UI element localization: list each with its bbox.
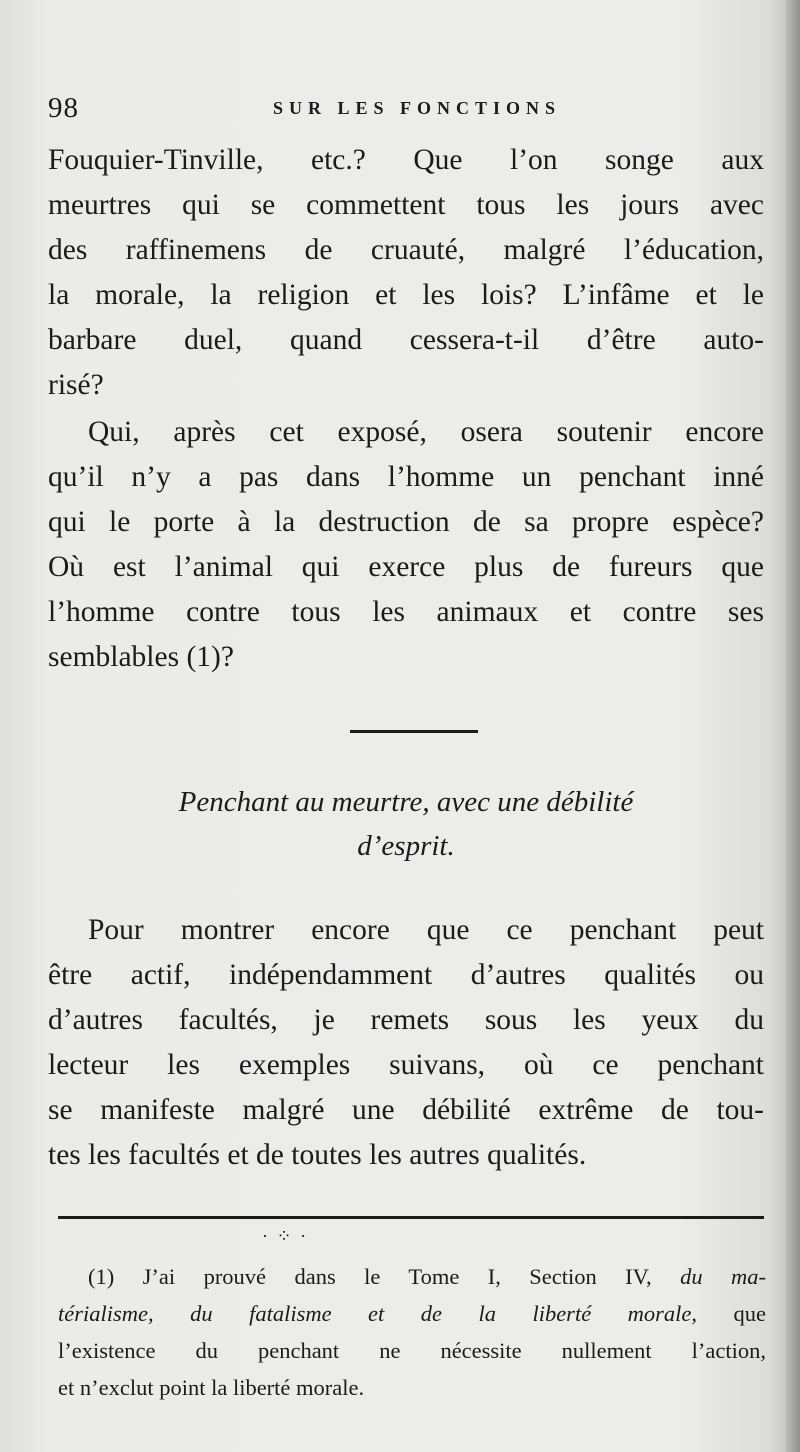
text-line: semblables (1)? [48,641,234,673]
page-header [48,92,763,128]
paragraph-2 [48,410,764,680]
text-line: lecteur les exemples suivans, où ce penchant [48,1049,764,1081]
text-line: d’autres facultés, je remets sous les yeux du [48,1004,764,1036]
running-head: SUR LES FONCTIONS [273,98,562,118]
section-title-line: d’esprit. [357,830,455,862]
text-line: se manifeste malgré une débilité extrême de tou- [48,1094,764,1126]
footnote-rule [58,1216,764,1219]
text-line: Fouquier-Tinville, etc.? Que l’on songe aux [48,144,764,176]
footnote-italic: térialisme, du fatalisme et de la liberté morale [58,1301,692,1326]
paragraph-1 [48,138,764,408]
text-line: la morale, la religion et les lois? L’infâme et le [48,279,764,311]
footnote-line [58,1258,766,1295]
paragraph-3 [48,908,764,1178]
footnote [58,1258,766,1406]
text-line: Pour montrer encore que ce penchant peut [88,914,764,946]
text-line: Qui, après cet exposé, osera soutenir encore [88,416,764,448]
footnote-text: (1) J’ai prouvé dans le Tome I, Section IV, [88,1264,652,1289]
text-line: Où est l’animal qui exerce plus de fureurs que [48,551,764,583]
page-edge-shadow [786,0,800,1452]
text-line: risé? [48,369,104,401]
page-number: 98 [48,92,79,124]
text-line: barbare duel, quand cessera-t-il d’être auto- [48,324,764,356]
text-line: être actif, indépendamment d’autres qualités ou [48,959,764,991]
text-line: qui le porte à la destruction de sa propre espèce? [48,506,764,538]
text-line: tes les facultés et de toutes les autres qualités. [48,1139,587,1171]
footnote-italic: du ma- [680,1264,767,1289]
text-line: des raffinemens de cruauté, malgré l’éducation, [48,234,764,266]
text-line: l’homme contre tous les animaux et contre ses [48,596,764,628]
ornament-mark: · ⁘ · [262,1226,309,1246]
section-title-line: Penchant au meurtre, avec une débilité [178,786,634,818]
section-divider [350,730,478,733]
text-line: meurtres qui se commettent tous les jours avec [48,189,764,221]
text-line: qu’il n’y a pas dans l’homme un penchant inné [48,461,764,493]
footnote-line: l’existence du penchant ne nécessite nullement l’action, [58,1338,766,1363]
footnote-line [58,1295,766,1332]
section-title [48,780,764,868]
footnote-text: , que [691,1301,766,1326]
footnote-line: et n’exclut point la liberté morale. [58,1375,365,1400]
